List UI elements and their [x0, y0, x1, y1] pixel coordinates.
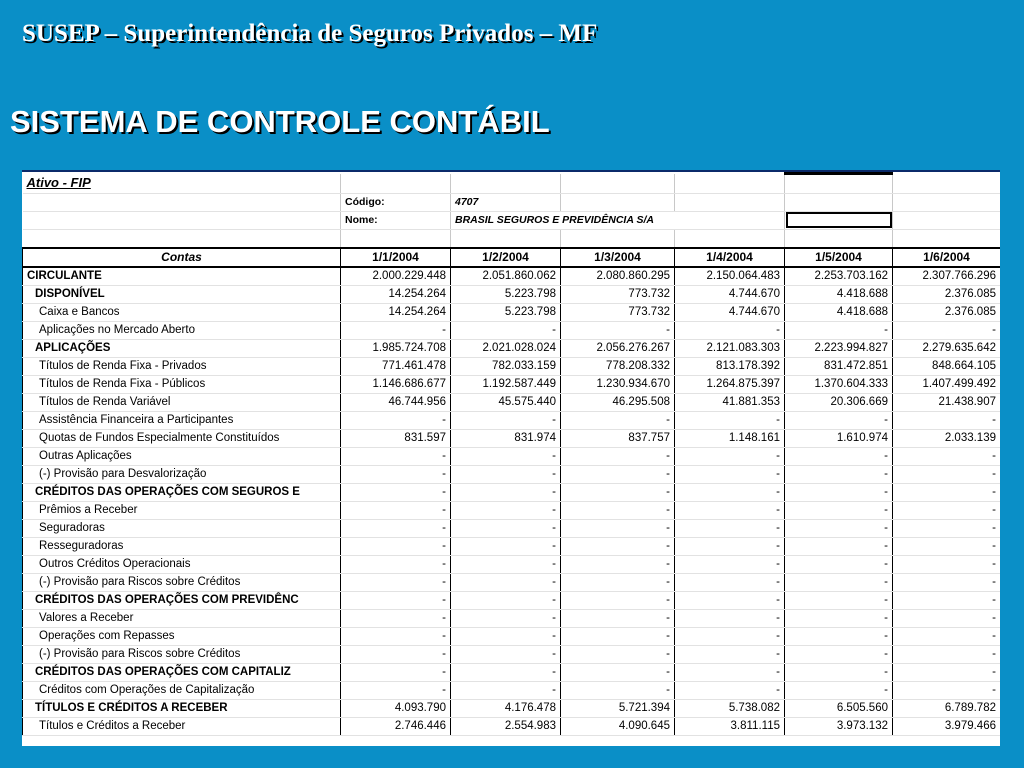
- header-row: [23, 248, 1001, 267]
- value-cell[interactable]: 4.418.688: [785, 303, 893, 321]
- value-cell[interactable]: -: [561, 321, 675, 339]
- value-cell[interactable]: 3.979.466: [893, 717, 1001, 735]
- value-cell[interactable]: 2.223.994.827: [785, 339, 893, 357]
- table-row: [23, 519, 1001, 537]
- value-cell[interactable]: -: [785, 627, 893, 645]
- value-cell[interactable]: -: [341, 321, 451, 339]
- value-cell[interactable]: -: [451, 627, 561, 645]
- account-name-cell[interactable]: (-) Provisão para Riscos sobre Créditos: [23, 645, 341, 663]
- value-cell[interactable]: 778.208.332: [561, 357, 675, 375]
- value-cell[interactable]: -: [893, 501, 1001, 519]
- codigo-value[interactable]: 4707: [451, 193, 561, 211]
- value-cell[interactable]: -: [341, 591, 451, 609]
- account-name-cell[interactable]: (-) Provisão para Riscos sobre Créditos: [23, 573, 341, 591]
- value-cell[interactable]: 1.370.604.333: [785, 375, 893, 393]
- value-cell[interactable]: 5.223.798: [451, 303, 561, 321]
- value-cell[interactable]: -: [675, 555, 785, 573]
- table-row: [23, 591, 1001, 609]
- value-cell[interactable]: -: [561, 483, 675, 501]
- value-cell[interactable]: 1.407.499.492: [893, 375, 1001, 393]
- value-cell[interactable]: -: [785, 645, 893, 663]
- account-name-cell[interactable]: TÍTULOS E CRÉDITOS A RECEBER: [23, 699, 341, 717]
- nome-label: Nome:: [341, 211, 451, 229]
- codigo-label: Código:: [341, 193, 451, 211]
- table-row: [23, 303, 1001, 321]
- value-cell[interactable]: 813.178.392: [675, 357, 785, 375]
- value-cell[interactable]: 2.307.766.296: [893, 267, 1001, 286]
- value-cell[interactable]: -: [893, 663, 1001, 681]
- column-header-date[interactable]: 1/3/2004: [561, 248, 675, 267]
- value-cell[interactable]: -: [893, 411, 1001, 429]
- value-cell[interactable]: -: [451, 321, 561, 339]
- value-cell[interactable]: 2.021.028.024: [451, 339, 561, 357]
- table-row: [23, 429, 1001, 447]
- value-cell[interactable]: -: [785, 573, 893, 591]
- value-cell[interactable]: 4.093.790: [341, 699, 451, 717]
- value-cell[interactable]: -: [341, 609, 451, 627]
- value-cell[interactable]: -: [675, 573, 785, 591]
- value-cell[interactable]: -: [675, 627, 785, 645]
- value-cell[interactable]: -: [561, 591, 675, 609]
- column-header-date[interactable]: 1/4/2004: [675, 248, 785, 267]
- account-name-cell[interactable]: Operações com Repasses: [23, 627, 341, 645]
- value-cell[interactable]: -: [893, 627, 1001, 645]
- value-cell[interactable]: 773.732: [561, 285, 675, 303]
- value-cell[interactable]: -: [785, 483, 893, 501]
- account-name-cell[interactable]: Aplicações no Mercado Aberto: [23, 321, 341, 339]
- value-cell[interactable]: -: [893, 591, 1001, 609]
- value-cell[interactable]: 2.051.860.062: [451, 267, 561, 286]
- account-name-cell[interactable]: Caixa e Bancos: [23, 303, 341, 321]
- value-cell[interactable]: 46.744.956: [341, 393, 451, 411]
- value-cell[interactable]: 782.033.159: [451, 357, 561, 375]
- value-cell[interactable]: -: [341, 411, 451, 429]
- table-row: [23, 573, 1001, 591]
- value-cell[interactable]: 831.472.851: [785, 357, 893, 375]
- value-cell[interactable]: -: [561, 447, 675, 465]
- sheet-name-row: [23, 174, 1001, 194]
- value-cell[interactable]: -: [341, 447, 451, 465]
- account-name-cell[interactable]: CRÉDITOS DAS OPERAÇÕES COM PREVIDÊNC: [23, 591, 341, 609]
- value-cell[interactable]: -: [451, 609, 561, 627]
- value-cell[interactable]: -: [341, 573, 451, 591]
- value-cell[interactable]: 4.418.688: [785, 285, 893, 303]
- value-cell[interactable]: 2.376.085: [893, 285, 1001, 303]
- value-cell[interactable]: 2.279.635.642: [893, 339, 1001, 357]
- table-row: [23, 627, 1001, 645]
- value-cell[interactable]: -: [341, 627, 451, 645]
- value-cell[interactable]: -: [561, 537, 675, 555]
- value-cell[interactable]: 5.738.082: [675, 699, 785, 717]
- value-cell[interactable]: -: [785, 681, 893, 699]
- account-name-cell[interactable]: Outros Créditos Operacionais: [23, 555, 341, 573]
- value-cell[interactable]: -: [561, 663, 675, 681]
- value-cell[interactable]: -: [451, 501, 561, 519]
- value-cell[interactable]: 6.789.782: [893, 699, 1001, 717]
- account-name-cell[interactable]: Resseguradoras: [23, 537, 341, 555]
- value-cell[interactable]: -: [341, 645, 451, 663]
- value-cell[interactable]: -: [451, 573, 561, 591]
- value-cell[interactable]: -: [561, 573, 675, 591]
- table-row: [23, 447, 1001, 465]
- value-cell[interactable]: 41.881.353: [675, 393, 785, 411]
- table-row: [23, 321, 1001, 339]
- value-cell[interactable]: -: [785, 411, 893, 429]
- table-row: [23, 375, 1001, 393]
- value-cell[interactable]: -: [561, 465, 675, 483]
- value-cell[interactable]: -: [341, 537, 451, 555]
- value-cell[interactable]: 4.744.670: [675, 303, 785, 321]
- value-cell[interactable]: 20.306.669: [785, 393, 893, 411]
- value-cell[interactable]: -: [561, 411, 675, 429]
- table-row: [23, 339, 1001, 357]
- value-cell[interactable]: 831.597: [341, 429, 451, 447]
- table-row: [23, 681, 1001, 699]
- value-cell[interactable]: 1.985.724.708: [341, 339, 451, 357]
- value-cell[interactable]: 1.148.161: [675, 429, 785, 447]
- value-cell[interactable]: 837.757: [561, 429, 675, 447]
- value-cell[interactable]: 45.575.440: [451, 393, 561, 411]
- value-cell[interactable]: -: [785, 447, 893, 465]
- value-cell[interactable]: -: [561, 627, 675, 645]
- table-row: [23, 411, 1001, 429]
- value-cell[interactable]: -: [893, 465, 1001, 483]
- value-cell[interactable]: 1.192.587.449: [451, 375, 561, 393]
- account-name-cell[interactable]: Créditos com Operações de Capitalização: [23, 681, 341, 699]
- value-cell[interactable]: -: [675, 447, 785, 465]
- value-cell[interactable]: 5.223.798: [451, 285, 561, 303]
- column-header-contas[interactable]: Contas: [23, 248, 341, 267]
- value-cell[interactable]: -: [561, 555, 675, 573]
- value-cell[interactable]: -: [675, 321, 785, 339]
- value-cell[interactable]: -: [893, 447, 1001, 465]
- value-cell[interactable]: -: [561, 645, 675, 663]
- value-cell[interactable]: 2.376.085: [893, 303, 1001, 321]
- value-cell[interactable]: -: [451, 465, 561, 483]
- value-cell[interactable]: 773.732: [561, 303, 675, 321]
- value-cell[interactable]: -: [785, 609, 893, 627]
- account-name-cell[interactable]: CRÉDITOS DAS OPERAÇÕES COM SEGUROS E: [23, 483, 341, 501]
- value-cell[interactable]: -: [893, 681, 1001, 699]
- value-cell[interactable]: 4.744.670: [675, 285, 785, 303]
- table-row: [23, 645, 1001, 663]
- value-cell[interactable]: -: [675, 663, 785, 681]
- value-cell[interactable]: 3.973.132: [785, 717, 893, 735]
- value-cell[interactable]: -: [785, 591, 893, 609]
- value-cell[interactable]: -: [341, 555, 451, 573]
- value-cell[interactable]: 1.610.974: [785, 429, 893, 447]
- value-cell[interactable]: -: [675, 519, 785, 537]
- value-cell[interactable]: -: [785, 555, 893, 573]
- value-cell[interactable]: -: [675, 537, 785, 555]
- value-cell[interactable]: -: [451, 537, 561, 555]
- value-cell[interactable]: 4.090.645: [561, 717, 675, 735]
- value-cell[interactable]: 2.554.983: [451, 717, 561, 735]
- value-cell[interactable]: 3.811.115: [675, 717, 785, 735]
- codigo-row: [23, 193, 1001, 211]
- value-cell[interactable]: -: [451, 519, 561, 537]
- value-cell[interactable]: -: [561, 609, 675, 627]
- value-cell[interactable]: -: [451, 447, 561, 465]
- value-cell[interactable]: 771.461.478: [341, 357, 451, 375]
- accounts-table: [22, 172, 1000, 736]
- account-name-cell[interactable]: Títulos de Renda Fixa - Privados: [23, 357, 341, 375]
- table-row: [23, 699, 1001, 717]
- value-cell[interactable]: -: [561, 681, 675, 699]
- value-cell[interactable]: 2.033.139: [893, 429, 1001, 447]
- account-name-cell[interactable]: CIRCULANTE: [23, 267, 341, 286]
- value-cell[interactable]: 1.230.934.670: [561, 375, 675, 393]
- value-cell[interactable]: -: [675, 591, 785, 609]
- account-name-cell[interactable]: Valores a Receber: [23, 609, 341, 627]
- value-cell[interactable]: 1.146.686.677: [341, 375, 451, 393]
- value-cell[interactable]: -: [675, 411, 785, 429]
- table-row: [23, 555, 1001, 573]
- value-cell[interactable]: -: [785, 501, 893, 519]
- value-cell[interactable]: 14.254.264: [341, 303, 451, 321]
- value-cell[interactable]: 21.438.907: [893, 393, 1001, 411]
- value-cell[interactable]: -: [893, 609, 1001, 627]
- value-cell[interactable]: -: [785, 321, 893, 339]
- value-cell[interactable]: -: [341, 501, 451, 519]
- table-row: [23, 285, 1001, 303]
- table-row: [23, 537, 1001, 555]
- account-name-cell[interactable]: Prêmios a Receber: [23, 501, 341, 519]
- value-cell[interactable]: -: [561, 519, 675, 537]
- account-name-cell[interactable]: DISPONÍVEL: [23, 285, 341, 303]
- value-cell[interactable]: -: [893, 645, 1001, 663]
- value-cell[interactable]: -: [451, 555, 561, 573]
- table-row: [23, 609, 1001, 627]
- table-row: [23, 663, 1001, 681]
- account-name-cell[interactable]: CRÉDITOS DAS OPERAÇÕES COM CAPITALIZ: [23, 663, 341, 681]
- value-cell[interactable]: 2.150.064.483: [675, 267, 785, 286]
- value-cell[interactable]: -: [341, 483, 451, 501]
- table-row: [23, 357, 1001, 375]
- value-cell[interactable]: -: [675, 465, 785, 483]
- value-cell[interactable]: 2.253.703.162: [785, 267, 893, 286]
- value-cell[interactable]: -: [785, 519, 893, 537]
- value-cell[interactable]: -: [893, 573, 1001, 591]
- slide-title: SISTEMA DE CONTROLE CONTÁBIL: [10, 104, 550, 139]
- value-cell[interactable]: -: [451, 591, 561, 609]
- value-cell[interactable]: 2.080.860.295: [561, 267, 675, 286]
- value-cell[interactable]: 2.746.446: [341, 717, 451, 735]
- table-row: [23, 393, 1001, 411]
- value-cell[interactable]: -: [675, 681, 785, 699]
- value-cell[interactable]: -: [341, 465, 451, 483]
- nome-value[interactable]: BRASIL SEGUROS E PREVIDÊNCIA S/A: [451, 211, 785, 229]
- value-cell[interactable]: -: [341, 663, 451, 681]
- table-row: [23, 267, 1001, 286]
- value-cell[interactable]: -: [561, 501, 675, 519]
- account-name-cell[interactable]: APLICAÇÕES: [23, 339, 341, 357]
- value-cell[interactable]: 2.121.083.303: [675, 339, 785, 357]
- value-cell[interactable]: -: [341, 681, 451, 699]
- spacer-row: [23, 229, 1001, 248]
- account-name-cell[interactable]: (-) Provisão para Desvalorização: [23, 465, 341, 483]
- account-name-cell[interactable]: Quotas de Fundos Especialmente Constituídos: [23, 429, 341, 447]
- value-cell[interactable]: -: [451, 645, 561, 663]
- account-name-cell[interactable]: Seguradoras: [23, 519, 341, 537]
- value-cell[interactable]: -: [675, 501, 785, 519]
- account-name-cell[interactable]: Títulos e Créditos a Receber: [23, 717, 341, 735]
- value-cell[interactable]: 1.264.875.397: [675, 375, 785, 393]
- account-name-cell[interactable]: Outras Aplicações: [23, 447, 341, 465]
- value-cell[interactable]: 4.176.478: [451, 699, 561, 717]
- spreadsheet[interactable]: [22, 170, 1000, 746]
- table-row: [23, 483, 1001, 501]
- value-cell[interactable]: 6.505.560: [785, 699, 893, 717]
- value-cell[interactable]: 831.974: [451, 429, 561, 447]
- nome-row: [23, 211, 1001, 229]
- value-cell[interactable]: 14.254.264: [341, 285, 451, 303]
- account-name-cell[interactable]: Títulos de Renda Fixa - Públicos: [23, 375, 341, 393]
- value-cell[interactable]: -: [893, 519, 1001, 537]
- value-cell[interactable]: 848.664.105: [893, 357, 1001, 375]
- account-name-cell[interactable]: Assistência Financeira a Participantes: [23, 411, 341, 429]
- column-header-date[interactable]: 1/2/2004: [451, 248, 561, 267]
- column-header-date[interactable]: 1/5/2004: [785, 248, 893, 267]
- table-row: [23, 717, 1001, 735]
- value-cell[interactable]: 2.056.276.267: [561, 339, 675, 357]
- value-cell[interactable]: -: [785, 465, 893, 483]
- value-cell[interactable]: -: [893, 555, 1001, 573]
- table-row: [23, 501, 1001, 519]
- column-header-date[interactable]: 1/1/2004: [341, 248, 451, 267]
- value-cell[interactable]: -: [451, 663, 561, 681]
- value-cell[interactable]: 5.721.394: [561, 699, 675, 717]
- account-name-cell[interactable]: Títulos de Renda Variável: [23, 393, 341, 411]
- value-cell[interactable]: -: [675, 483, 785, 501]
- sheet-name[interactable]: Ativo - FIP: [23, 174, 341, 194]
- value-cell[interactable]: -: [893, 321, 1001, 339]
- org-title: SUSEP – Superintendência de Seguros Privados – MF: [22, 20, 598, 47]
- value-cell[interactable]: -: [675, 609, 785, 627]
- table-row: [23, 465, 1001, 483]
- value-cell[interactable]: -: [785, 537, 893, 555]
- value-cell[interactable]: -: [451, 681, 561, 699]
- value-cell[interactable]: -: [341, 519, 451, 537]
- value-cell[interactable]: -: [675, 645, 785, 663]
- column-header-date[interactable]: 1/6/2004: [893, 248, 1001, 267]
- value-cell[interactable]: -: [785, 663, 893, 681]
- selected-cell[interactable]: [785, 211, 893, 229]
- value-cell[interactable]: 46.295.508: [561, 393, 675, 411]
- value-cell[interactable]: -: [451, 483, 561, 501]
- value-cell[interactable]: -: [893, 483, 1001, 501]
- value-cell[interactable]: -: [451, 411, 561, 429]
- value-cell[interactable]: 2.000.229.448: [341, 267, 451, 286]
- value-cell[interactable]: -: [893, 537, 1001, 555]
